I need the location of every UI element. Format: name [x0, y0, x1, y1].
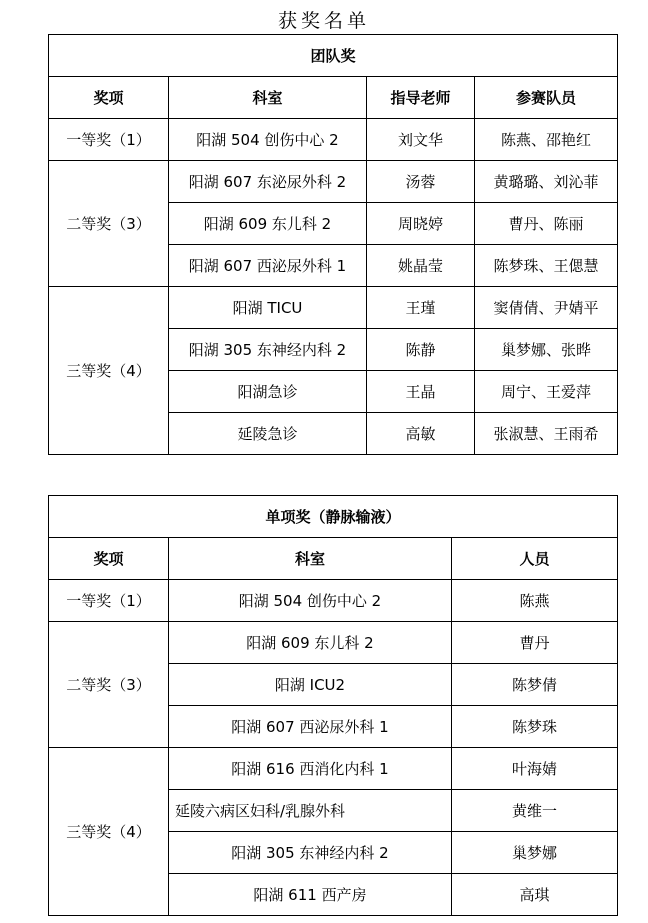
dept-cell: 延陵六病区妇科/乳腺外科 — [169, 790, 452, 832]
person-cell: 曹丹 — [452, 622, 618, 664]
members-cell: 黄璐璐、刘沁菲 — [475, 161, 618, 203]
team-award-table — [48, 34, 618, 455]
members-cell: 曹丹、陈丽 — [475, 203, 618, 245]
award-level-cell: 二等奖（3） — [49, 622, 169, 748]
teacher-cell: 王晶 — [367, 371, 475, 413]
person-cell: 陈燕 — [452, 580, 618, 622]
person-cell: 黄维一 — [452, 790, 618, 832]
dept-cell: 阳湖 504 创伤中心 2 — [169, 119, 367, 161]
header-award: 奖项 — [49, 77, 169, 119]
table-row — [49, 119, 618, 161]
individual-table-body — [49, 580, 618, 916]
members-cell: 周宁、王爱萍 — [475, 371, 618, 413]
dept-cell: 阳湖 609 东儿科 2 — [169, 203, 367, 245]
dept-cell: 阳湖 ICU2 — [169, 664, 452, 706]
individual-award-table — [48, 495, 618, 916]
dept-cell: 阳湖 611 西产房 — [169, 874, 452, 916]
members-cell: 巢梦娜、张晔 — [475, 329, 618, 371]
person-cell: 高琪 — [452, 874, 618, 916]
dept-cell: 阳湖 305 东神经内科 2 — [169, 832, 452, 874]
members-cell: 张淑慧、王雨希 — [475, 413, 618, 455]
teacher-cell: 高敏 — [367, 413, 475, 455]
dept-cell: 阳湖 305 东神经内科 2 — [169, 329, 367, 371]
teacher-cell: 陈静 — [367, 329, 475, 371]
page-title: 获奖名单 — [277, 10, 370, 32]
award-level-cell: 一等奖（1） — [49, 119, 169, 161]
award-level-cell: 一等奖（1） — [49, 580, 169, 622]
dept-cell: 阳湖 504 创伤中心 2 — [169, 580, 452, 622]
teacher-cell: 刘文华 — [367, 119, 475, 161]
dept-cell: 阳湖 616 西消化内科 1 — [169, 748, 452, 790]
person-cell: 陈梦倩 — [452, 664, 618, 706]
header-dept: 科室 — [169, 77, 367, 119]
person-cell: 叶海婧 — [452, 748, 618, 790]
members-cell: 窦倩倩、尹婧平 — [475, 287, 618, 329]
header-dept: 科室 — [169, 538, 452, 580]
dept-cell: 阳湖急诊 — [169, 371, 367, 413]
dept-cell: 阳湖 607 东泌尿外科 2 — [169, 161, 367, 203]
teacher-cell: 周晓婷 — [367, 203, 475, 245]
award-level-cell: 二等奖（3） — [49, 161, 169, 287]
individual-table-caption: 单项奖（静脉输液） — [49, 496, 618, 538]
header-award: 奖项 — [49, 538, 169, 580]
table-row — [49, 287, 618, 329]
person-cell: 巢梦娜 — [452, 832, 618, 874]
dept-cell: 阳湖 607 西泌尿外科 1 — [169, 706, 452, 748]
team-table-body — [49, 119, 618, 455]
table-row — [49, 161, 618, 203]
header-teacher: 指导老师 — [367, 77, 475, 119]
person-cell: 陈梦珠 — [452, 706, 618, 748]
dept-cell: 延陵急诊 — [169, 413, 367, 455]
table-row — [49, 748, 618, 790]
award-level-cell: 三等奖（4） — [49, 748, 169, 916]
header-person: 人员 — [452, 538, 618, 580]
members-cell: 陈燕、邵艳红 — [475, 119, 618, 161]
dept-cell: 阳湖 TICU — [169, 287, 367, 329]
header-members: 参赛队员 — [475, 77, 618, 119]
teacher-cell: 王瑾 — [367, 287, 475, 329]
teacher-cell: 姚晶莹 — [367, 245, 475, 287]
members-cell: 陈梦珠、王偲慧 — [475, 245, 618, 287]
table-row — [49, 622, 618, 664]
team-table-caption: 团队奖 — [49, 35, 618, 77]
table-row — [49, 580, 618, 622]
teacher-cell: 汤蓉 — [367, 161, 475, 203]
dept-cell: 阳湖 607 西泌尿外科 1 — [169, 245, 367, 287]
dept-cell: 阳湖 609 东儿科 2 — [169, 622, 452, 664]
award-level-cell: 三等奖（4） — [49, 287, 169, 455]
